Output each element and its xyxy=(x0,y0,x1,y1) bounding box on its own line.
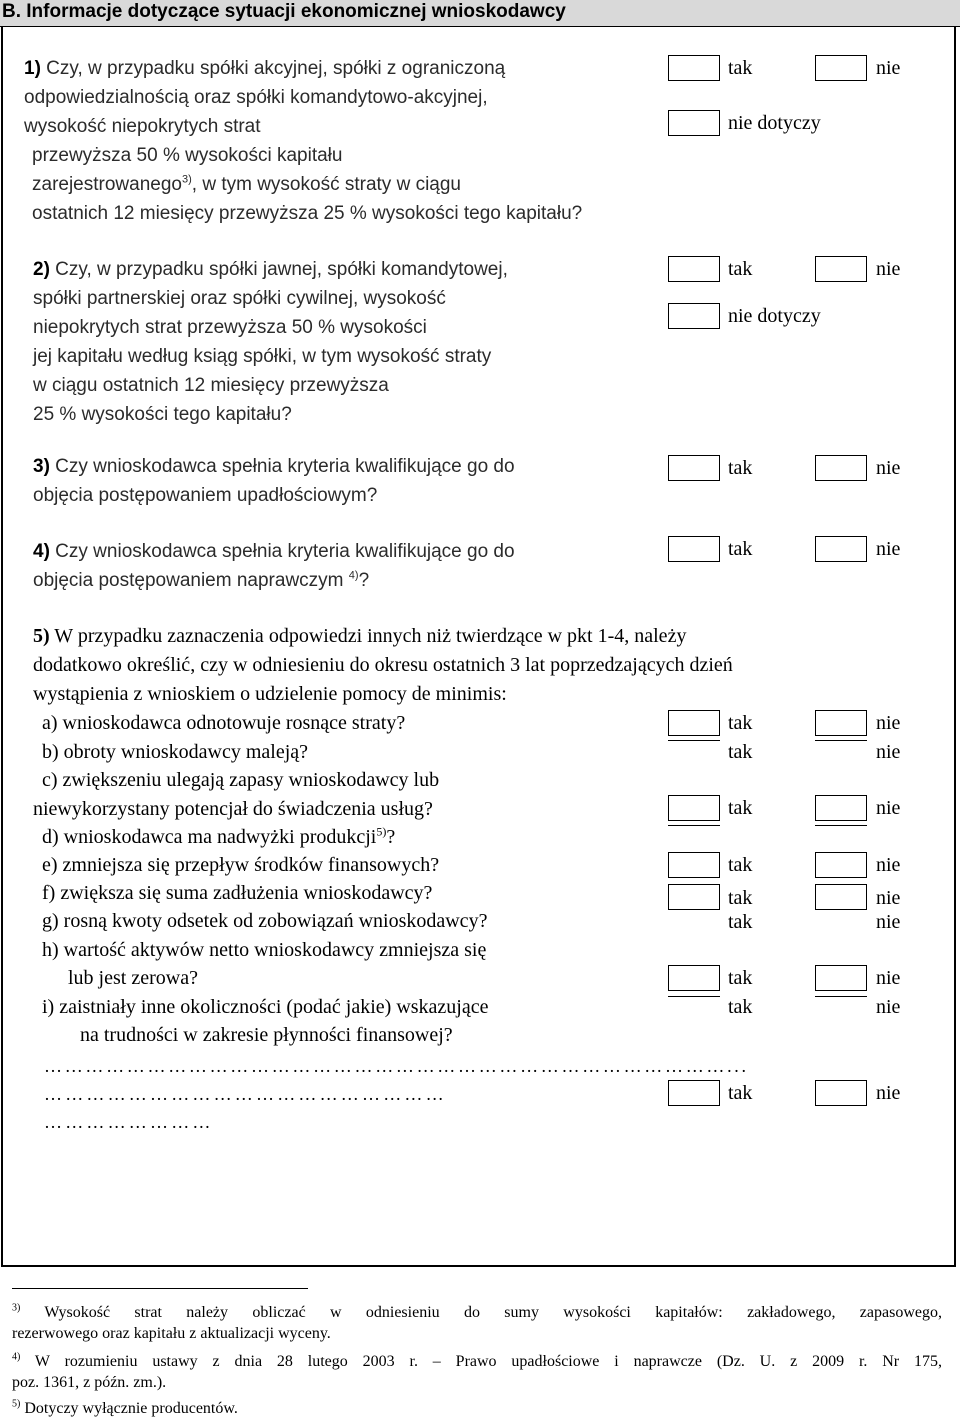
q4-number: 4) xyxy=(33,541,50,562)
q2-line: niepokrytych strat przewyższa 50 % wysokości xyxy=(33,317,427,338)
q1-line: odpowiedzialnością oraz spółki komandytowo-akcyjnej, xyxy=(24,87,488,108)
q5c-text-1: c) zwiększeniu ulegają zapasy wnioskodawcy lub xyxy=(42,769,440,791)
q5-intro-line: wystąpienia z wnioskiem o udzielenie pomocy de minimis: xyxy=(33,683,507,705)
q5b-tak-line[interactable] xyxy=(668,740,720,741)
q5i-tak-line[interactable] xyxy=(668,996,720,997)
q5-intro-line: dodatkowo określić, czy w odniesieniu do okresu ostatnich 3 lat poprzedzających dzień xyxy=(33,654,733,676)
q5b-tak-label: tak xyxy=(728,741,753,763)
q5-intro-line: W przypadku zaznaczenia odpowiedzi innych niż twierdzące w pkt 1-4, należy xyxy=(49,625,687,647)
q2-nie-label: nie xyxy=(876,258,901,280)
q3-number: 3) xyxy=(33,456,50,477)
q2-nie-dotyczy-label: nie dotyczy xyxy=(728,305,821,327)
q4-line: ? xyxy=(358,570,370,591)
q5e-tak-label: tak xyxy=(728,854,753,876)
q5i-tak-label-2: tak xyxy=(728,1082,753,1104)
q1-line: ostatnich 12 miesięcy przewyższa 25 % wysokości tego kapitału? xyxy=(32,203,583,224)
q5g-tak-label: tak xyxy=(728,911,753,933)
q1-tak-checkbox[interactable] xyxy=(668,55,720,81)
q5h-tak-label: tak xyxy=(728,967,753,989)
q4-text xyxy=(33,537,515,595)
q3-tak-checkbox[interactable] xyxy=(668,455,720,481)
q3-nie-checkbox[interactable] xyxy=(815,455,867,481)
q5i-nie-label: nie xyxy=(876,996,901,1018)
footnote-4-ref: 4) xyxy=(12,1351,21,1363)
q5b-text: b) obroty wnioskodawcy maleją? xyxy=(42,741,309,763)
q5i-dotted-line-3[interactable]: …………………… xyxy=(44,1112,214,1132)
q5f-tak-label: tak xyxy=(728,887,753,909)
q2-line: Czy, w przypadku spółki jawnej, spółki komandytowej, xyxy=(49,259,508,280)
q5d-label: d) wnioskodawca ma nadwyżki produkcji xyxy=(42,826,377,848)
q2-line: w ciągu ostatnich 12 miesięcy przewyższa xyxy=(33,375,389,396)
q5-intro xyxy=(33,622,733,709)
q5e-nie-label: nie xyxy=(876,854,901,876)
q1-footnote-ref: 3) xyxy=(181,173,192,186)
section-title: B. Informacje dotyczące sytuacji ekonomicznej wnioskodawcy xyxy=(2,1,566,22)
q5i-nie-checkbox[interactable] xyxy=(815,1080,867,1106)
q2-tak-checkbox[interactable] xyxy=(668,256,720,282)
q2-nie-checkbox[interactable] xyxy=(815,256,867,282)
q4-footnote-ref: 4) xyxy=(348,569,359,582)
q5a-nie-label: nie xyxy=(876,712,901,734)
q2-tak-label: tak xyxy=(728,258,753,280)
q1-text xyxy=(24,54,582,228)
q3-line: objęcia postępowaniem upadłościowym? xyxy=(33,485,378,506)
q5a-text: a) wnioskodawca odnotowuje rosnące straty? xyxy=(42,712,406,734)
q5h-text-2: lub jest zerowa? xyxy=(68,967,198,989)
q4-tak-label: tak xyxy=(728,538,753,560)
footnote-5 xyxy=(12,1398,238,1419)
q5f-text: f) zwiększa się suma zadłużenia wnioskodawcy? xyxy=(42,882,433,904)
footnote-4-text-2: poz. 1361, z późn. zm.). xyxy=(12,1374,167,1391)
q1-line: , w tym wysokość straty w ciągu xyxy=(191,174,461,195)
q1-nie-dotyczy-label: nie dotyczy xyxy=(728,112,821,134)
q5f-tak-checkbox[interactable] xyxy=(668,884,720,910)
q1-nie-label: nie xyxy=(876,57,901,79)
q1-line: wysokość niepokrytych strat xyxy=(24,116,261,137)
q2-line: jej kapitału według ksiąg spółki, w tym wysokość straty xyxy=(33,346,492,367)
q5i-dotted-line-2[interactable]: ………………………………………………… xyxy=(44,1084,447,1104)
footnote-4-text: W rozumieniu ustawy z dnia 28 lutego 2003 r. – Prawo upadłościowe i naprawcze (Dz. U. z 2009 r. Nr 175, xyxy=(20,1353,942,1370)
q2-line: 25 % wysokości tego kapitału? xyxy=(33,404,292,425)
q5i-text-1: i) zaistniały inne okoliczności (podać jakie) wskazujące xyxy=(42,996,489,1018)
q5c-text-2: niewykorzystany potencjał do świadczenia usług? xyxy=(33,798,433,820)
q5i-nie-line[interactable] xyxy=(815,996,867,997)
q3-line: Czy wnioskodawca spełnia kryteria kwalifikujące go do xyxy=(49,456,515,477)
q5g-nie-label: nie xyxy=(876,911,901,933)
footnote-3 xyxy=(12,1302,942,1344)
footnote-3-text-2: rezerwowego oraz kapitału z aktualizacji wyceny. xyxy=(12,1325,331,1342)
footnote-5-ref: 5) xyxy=(12,1398,21,1410)
q2-text xyxy=(33,255,508,429)
q5-number: 5) xyxy=(33,625,50,647)
q4-tak-checkbox[interactable] xyxy=(668,536,720,562)
q5h-nie-label: nie xyxy=(876,967,901,989)
q5f-nie-checkbox[interactable] xyxy=(815,884,867,910)
q1-tak-label: tak xyxy=(728,57,753,79)
q5i-dotted-line-1[interactable]: ………………………………………………………………………………………... xyxy=(44,1056,749,1076)
q4-line: objęcia postępowaniem naprawczym xyxy=(33,570,344,591)
q2-nie-dotyczy-checkbox[interactable] xyxy=(668,303,720,329)
q5c-nie-label: nie xyxy=(876,797,901,819)
footnote-3-ref: 3) xyxy=(12,1302,21,1314)
q5a-tak-label: tak xyxy=(728,712,753,734)
q5h-text-1: h) wartość aktywów netto wnioskodawcy zmniejsza się xyxy=(42,939,487,961)
q5d-nie-line[interactable] xyxy=(815,825,867,826)
q5h-nie-checkbox[interactable] xyxy=(815,965,867,991)
q5a-nie-checkbox[interactable] xyxy=(815,710,867,736)
footnote-3-text: Wysokość strat należy obliczać w odniesieniu do sumy wysokości kapitałów: zakładowego, zapasowego, xyxy=(20,1304,942,1321)
q2-line: spółki partnerskiej oraz spółki cywilnej, wysokość xyxy=(33,288,446,309)
q3-text xyxy=(33,452,515,510)
q5i-tak-checkbox[interactable] xyxy=(668,1080,720,1106)
q5g-text: g) rosną kwoty odsetek od zobowiązań wnioskodawcy? xyxy=(42,910,488,932)
q5h-tak-checkbox[interactable] xyxy=(668,965,720,991)
q5b-nie-line[interactable] xyxy=(815,740,867,741)
q5c-nie-checkbox[interactable] xyxy=(815,795,867,821)
q5d-end: ? xyxy=(386,826,396,848)
q5b-nie-label: nie xyxy=(876,741,901,763)
footnote-4 xyxy=(12,1351,942,1393)
q5f-nie-label: nie xyxy=(876,887,901,909)
q3-tak-label: tak xyxy=(728,457,753,479)
q5d-text xyxy=(42,823,395,852)
q5e-tak-checkbox[interactable] xyxy=(668,852,720,878)
q4-nie-checkbox[interactable] xyxy=(815,536,867,562)
q5c-tak-label: tak xyxy=(728,797,753,819)
q5e-nie-checkbox[interactable] xyxy=(815,852,867,878)
q5i-nie-label-2: nie xyxy=(876,1082,901,1104)
q1-line: przewyższa 50 % wysokości kapitału xyxy=(32,145,343,166)
q1-nie-checkbox[interactable] xyxy=(815,55,867,81)
footnote-separator xyxy=(12,1288,308,1289)
q5i-tak-label: tak xyxy=(728,996,753,1018)
q1-nie-dotyczy-checkbox[interactable] xyxy=(668,110,720,136)
q1-line: zarejestrowanego xyxy=(32,174,182,195)
q1-line: Czy, w przypadku spółki akcyjnej, spółki z ograniczoną xyxy=(40,58,506,79)
q2-number: 2) xyxy=(33,259,50,280)
q4-line: Czy wnioskodawca spełnia kryteria kwalifikujące go do xyxy=(49,541,515,562)
footnote-5-text: Dotyczy wyłącznie producentów. xyxy=(20,1400,238,1417)
q5d-footnote-ref: 5) xyxy=(376,824,387,839)
q5a-tak-checkbox[interactable] xyxy=(668,710,720,736)
q5c-tak-checkbox[interactable] xyxy=(668,795,720,821)
q5i-text-2: na trudności w zakresie płynności finansowej? xyxy=(80,1024,453,1046)
q5d-tak-line[interactable] xyxy=(668,825,720,826)
q3-nie-label: nie xyxy=(876,457,901,479)
q4-nie-label: nie xyxy=(876,538,901,560)
q1-number: 1) xyxy=(24,58,41,79)
section-header xyxy=(0,0,960,27)
q5e-text: e) zmniejsza się przepływ środków finansowych? xyxy=(42,854,440,876)
